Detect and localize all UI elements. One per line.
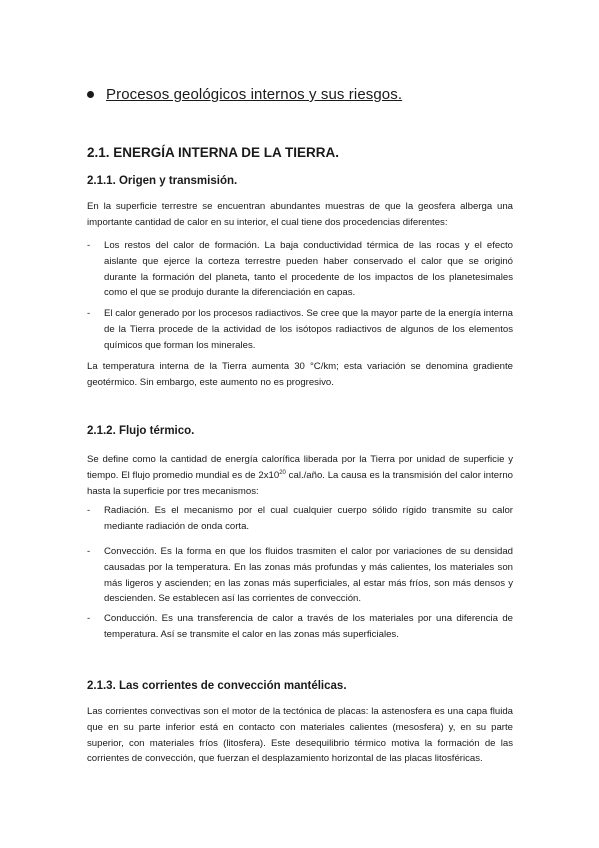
dash-marker: -	[87, 240, 91, 251]
list-item-text: Conducción. Es una transferencia de calor a través de los materiales por una diferencia de temperatura. Así se transmite el calor en las zonas más superficiales.	[104, 613, 513, 640]
list-item	[87, 544, 513, 607]
bullet-icon	[87, 91, 94, 98]
section-heading: 2.1. ENERGÍA INTERNA DE LA TIERRA.	[87, 145, 340, 160]
paragraph-outro-1: La temperatura interna de la Tierra aumenta 30 °C/km; esta variación se denomina gradiente geotérmico. Sin embargo, este aumento no es progresivo.	[87, 361, 513, 388]
list-item	[87, 611, 513, 643]
list-item	[87, 503, 513, 535]
list-item-text: Convección. Es la forma en que los fluidos trasmiten el calor por variaciones de su densidad causadas por la temperatura. En las zonas más profundas y más calientes, los materiales son más ligeros y ascienden; en las zonas más superficiales, al estar más fríos, son más densos y descienden. Se establecen así las corrientes de convección.	[104, 546, 513, 605]
dash-marker: -	[87, 613, 91, 624]
list-item-text: Los restos del calor de formación. La baja conductividad térmica de las rocas y el efecto aislante que ejerce la corteza terrestre pueden haber conservado el calor que se originó durante la formación del planeta, tanto el procedente de los impactos de los planetesimales como el que se produjo durante la diferenciación en capas.	[104, 240, 513, 299]
list-item	[87, 238, 513, 301]
list-item-text: Radiación. Es el mecanismo por el cual cualquier cuerpo sólido rígido transmite su calor mediante radiación de onda corta.	[104, 505, 513, 532]
subsection-heading-3: 2.1.3. Las corrientes de convección mantélicas.	[87, 680, 347, 692]
dash-marker: -	[87, 308, 91, 319]
title-row	[87, 86, 402, 103]
list-item-text: El calor generado por los procesos radiactivos. Se cree que la mayor parte de la energía interna de la Tierra procede de la actividad de los isótopos radiactivos de algunos de los elementos químicos que forman los minerales.	[104, 308, 513, 351]
intro-text-before: Se define como la cantidad de energía calorífica liberada por la Tierra por unidad de superficie y tiempo. El flujo promedio mundial es de 2x10	[87, 454, 513, 481]
page-title: Procesos geológicos internos y sus riesgos.	[106, 86, 403, 103]
exponent: 20	[279, 469, 286, 476]
list-item	[87, 306, 513, 353]
subsection-heading-1: 2.1.1. Origen y transmisión.	[87, 175, 238, 187]
paragraph-intro-2	[87, 452, 513, 499]
dash-marker: -	[87, 505, 91, 516]
paragraph-body-3: Las corrientes convectivas son el motor de la tectónica de placas: la astenosfera es una capa fluida que en su parte inferior está en contacto con materiales calientes (mesosfera) y, en su parte superior, con materiales fríos (litosfera). Este desequilibrio térmico motiva la formación de las corrientes de convección, que fuerzan el desplazamiento horizontal de las placas litosféricas.	[87, 706, 513, 765]
subsection-heading-2: 2.1.2. Flujo térmico.	[87, 425, 195, 437]
intro-text-after: cal./año. La causa es la transmisión del calor interno hasta la superficie por tres mecanismos:	[87, 469, 513, 497]
dash-marker: -	[87, 546, 91, 557]
paragraph-intro-1: En la superficie terrestre se encuentran abundantes muestras de que la geosfera alberga una importante cantidad de calor en su interior, el cual tiene dos procedencias diferentes:	[87, 201, 513, 228]
